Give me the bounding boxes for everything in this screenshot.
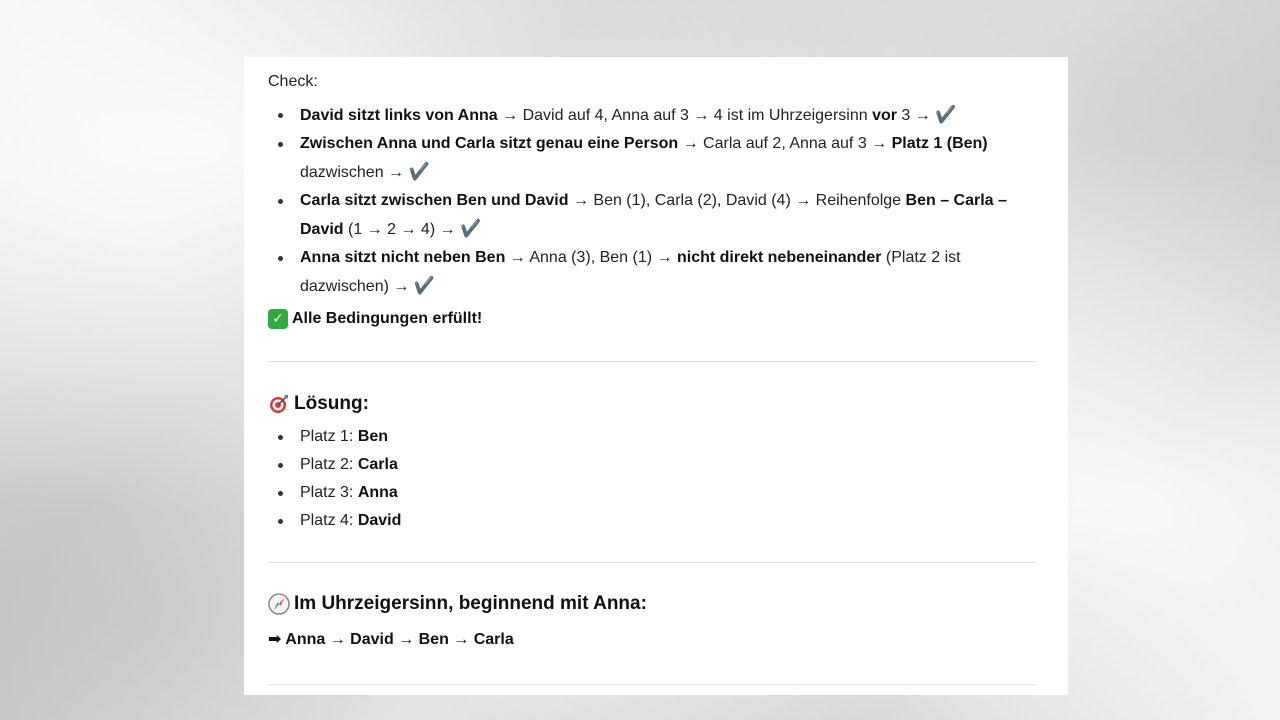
seat-label: Platz 2: — [300, 456, 358, 473]
check-detail-end: (Platz 2 ist dazwischen) → — [300, 249, 961, 295]
solution-item — [268, 479, 1008, 507]
target-icon — [268, 393, 290, 415]
check-detail-end: (1 → 2 → 4) → — [343, 221, 461, 238]
check-item — [268, 187, 1008, 244]
check-item — [268, 101, 1008, 130]
check-detail: → David auf 4, Anna auf 3 → 4 ist im Uhrzeigersinn — [497, 107, 873, 124]
check-detail-end: 3 → — [896, 107, 936, 124]
check-list — [268, 101, 1008, 301]
checkmark-icon: ✔️ — [935, 105, 957, 125]
divider — [268, 562, 1036, 563]
solution-title — [268, 393, 369, 415]
check-heading: Check: — [268, 73, 318, 90]
check-emphasis: vor — [872, 107, 897, 124]
check-emphasis: nicht direkt nebeneinander — [676, 249, 882, 266]
check-item — [268, 130, 1008, 187]
checkmark-icon: ✔️ — [408, 162, 430, 182]
check-detail: → Anna (3), Ben (1) → — [505, 249, 677, 266]
check-detail: → Ben (1), Carla (2), David (4) → Reihenfolge — [568, 192, 906, 209]
clockwise-title-text: Im Uhrzeigersinn, beginnend mit Anna: — [294, 593, 647, 614]
condition-text: Zwischen Anna und Carla sitzt genau eine Person — [300, 135, 679, 152]
checkmark-icon: ✔️ — [413, 276, 435, 296]
divider — [268, 684, 1036, 685]
check-emphasis: Ben – Carla – David — [300, 192, 1007, 238]
solution-item — [268, 451, 1008, 479]
seat-label: Platz 4: — [300, 512, 358, 529]
seat-person: Ben — [357, 428, 389, 445]
seat-person: Anna — [357, 484, 398, 501]
seat-person: Carla — [357, 456, 398, 473]
seat-label: Platz 3: — [300, 484, 358, 501]
check-emphasis: Platz 1 (Ben) — [891, 135, 988, 152]
all-conditions-met — [268, 309, 482, 329]
checkmark-icon: ✔️ — [460, 219, 482, 239]
condition-text: Anna sitzt nicht neben Ben — [300, 249, 506, 266]
check-mark-button-icon: ✓ — [268, 309, 288, 329]
seat-label: Platz 1: — [300, 428, 358, 445]
clockwise-order: ➡ Anna → David → Ben → Carla — [268, 631, 514, 648]
solution-title-text: Lösung: — [294, 393, 369, 414]
all-ok-text: Alle Bedingungen erfüllt! — [292, 310, 483, 327]
seat-person: David — [357, 512, 402, 529]
compass-icon — [268, 593, 290, 615]
check-detail-end: dazwischen → — [300, 164, 409, 181]
divider — [268, 361, 1036, 362]
clockwise-title — [268, 593, 647, 615]
document-page — [244, 57, 1068, 695]
condition-text: Carla sitzt zwischen Ben und David — [300, 192, 569, 209]
solution-item — [268, 423, 1008, 451]
solution-list — [268, 423, 1008, 535]
check-detail: → Carla auf 2, Anna auf 3 → — [678, 135, 892, 152]
check-item — [268, 244, 1008, 301]
solution-item — [268, 507, 1008, 535]
condition-text: David sitzt links von Anna — [300, 107, 498, 124]
